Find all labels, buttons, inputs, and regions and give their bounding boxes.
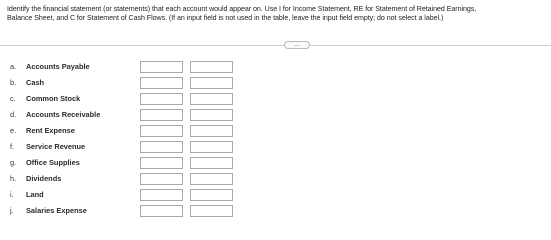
statement-input-1[interactable] xyxy=(140,205,183,217)
section-divider xyxy=(0,45,551,46)
account-name: Salaries Expense xyxy=(26,206,87,215)
account-name: Rent Expense xyxy=(26,126,75,135)
statement-input-1[interactable] xyxy=(140,173,183,185)
account-name: Common Stock xyxy=(26,94,81,103)
question-instructions xyxy=(7,5,547,23)
statement-input-2[interactable] xyxy=(190,77,233,89)
instruction-line-1: Identify the financial statement (or statements) that each account would appear on. Use I for Income Statement, RE for Statement of Retained Earnings, xyxy=(7,5,477,13)
row-letter: a. xyxy=(10,62,17,71)
row-letter: c. xyxy=(10,94,16,103)
statement-input-1[interactable] xyxy=(140,77,183,89)
account-name: Service Revenue xyxy=(26,142,86,151)
row-letter: h. xyxy=(10,174,17,183)
statement-input-2[interactable] xyxy=(190,125,233,137)
more-options-button[interactable]: ... xyxy=(284,41,310,49)
statement-input-2[interactable] xyxy=(190,173,233,185)
statement-input-1[interactable] xyxy=(140,125,183,137)
account-name: Office Supplies xyxy=(26,158,80,167)
account-row-a xyxy=(0,61,551,74)
account-name: Cash xyxy=(26,78,45,87)
statement-input-2[interactable] xyxy=(190,61,233,73)
row-letter: g. xyxy=(10,158,17,167)
account-row-h xyxy=(0,173,551,186)
row-letter: b. xyxy=(10,78,17,87)
account-row-b xyxy=(0,77,551,90)
account-row-c xyxy=(0,93,551,106)
statement-input-1[interactable] xyxy=(140,61,183,73)
account-row-i xyxy=(0,189,551,202)
account-name: Dividends xyxy=(26,174,62,183)
account-name: Accounts Receivable xyxy=(26,110,101,119)
account-row-g xyxy=(0,157,551,170)
account-row-d xyxy=(0,109,551,122)
statement-input-1[interactable] xyxy=(140,189,183,201)
statement-input-2[interactable] xyxy=(190,157,233,169)
row-letter: f. xyxy=(10,142,15,151)
row-letter: i. xyxy=(10,190,14,199)
row-letter: e. xyxy=(10,126,17,135)
statement-input-2[interactable] xyxy=(190,205,233,217)
row-letter: j. xyxy=(10,206,14,215)
statement-input-2[interactable] xyxy=(190,141,233,153)
statement-input-1[interactable] xyxy=(140,109,183,121)
account-name: Accounts Payable xyxy=(26,62,90,71)
statement-input-2[interactable] xyxy=(190,189,233,201)
row-letter: d. xyxy=(10,110,17,119)
instruction-line-2: Balance Sheet, and C for Statement of Cash Flows. (If an input field is not used in the table, leave the input field empty; do not select a label.) xyxy=(7,14,444,22)
account-row-f xyxy=(0,141,551,154)
statement-input-1[interactable] xyxy=(140,157,183,169)
statement-input-1[interactable] xyxy=(140,93,183,105)
statement-input-2[interactable] xyxy=(190,109,233,121)
account-name: Land xyxy=(26,190,44,199)
statement-input-1[interactable] xyxy=(140,141,183,153)
account-row-j xyxy=(0,205,551,218)
statement-input-2[interactable] xyxy=(190,93,233,105)
account-row-e xyxy=(0,125,551,138)
